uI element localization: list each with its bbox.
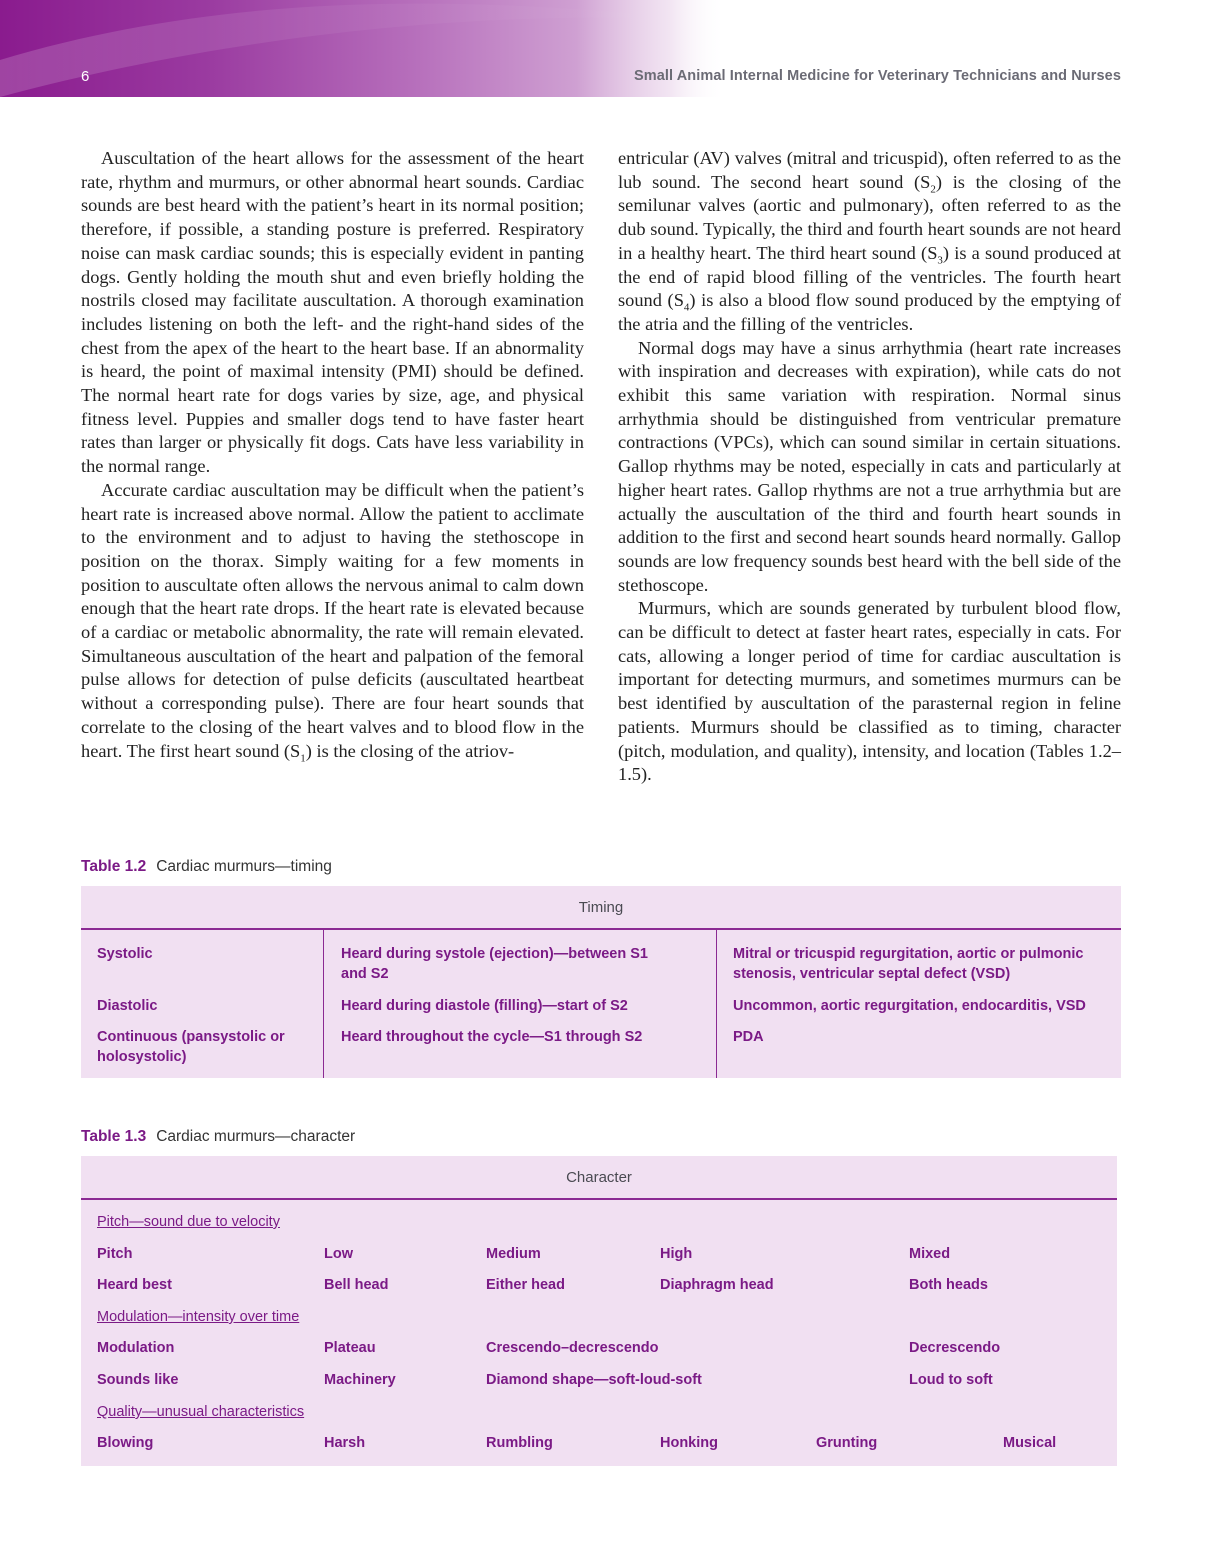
table-cell: Blowing bbox=[97, 1435, 154, 1451]
table-number: Table 1.2 bbox=[81, 858, 147, 875]
table-caption-timing bbox=[81, 858, 332, 876]
table-cell: High bbox=[660, 1246, 693, 1262]
table-cell: Systolic bbox=[97, 946, 153, 962]
table-cell: Diamond shape—soft-loud-soft bbox=[486, 1372, 702, 1388]
table-row bbox=[81, 1246, 1117, 1268]
table-section-row bbox=[81, 1214, 1117, 1236]
table-cell: Plateau bbox=[324, 1340, 376, 1356]
table-row bbox=[81, 1340, 1117, 1362]
table-cell: Mitral or tricuspid regurgitation, aortic or pulmonic stenosis, ventricular septal defect (VSD) bbox=[733, 946, 1084, 982]
table-cell: Heard throughout the cycle—S1 through S2 bbox=[341, 1029, 643, 1045]
table-cell: Grunting bbox=[816, 1435, 878, 1451]
table-cell: Diaphragm head bbox=[660, 1277, 774, 1293]
paragraph: entricular (AV) valves (mitral and tricuspid), often referred to as the lub sound. The second heart sound $(S_2)$ is the closing of the semilunar valves (aortic and pulmonary), often referred to as the dub sound. Typically, the third and fourth heart sounds are not heard in a healthy heart. The third heart sound $(S_3)$ is a sound produced at the end of rapid blood filling of the ventricles. The fourth heart sound $(S_4)$ is also a blood flow sound produced by the emptying of the atria and the filling of the ventricles. bbox=[618, 148, 1121, 334]
table-cell: Musical bbox=[1003, 1435, 1057, 1451]
table-timing bbox=[81, 886, 1121, 1078]
table-cell: Sounds like bbox=[97, 1372, 179, 1388]
body-column-right bbox=[618, 147, 1121, 787]
column-divider bbox=[716, 930, 717, 1078]
table-cell: Mixed bbox=[909, 1246, 951, 1262]
table-header: Timing bbox=[81, 886, 1121, 930]
page-header bbox=[0, 0, 1225, 97]
table-cell: Heard best bbox=[97, 1277, 172, 1293]
table-row bbox=[81, 1277, 1117, 1299]
table-cell: Harsh bbox=[324, 1435, 366, 1451]
section-heading: Modulation—intensity over time bbox=[97, 1309, 300, 1325]
table-cell: Loud to soft bbox=[909, 1372, 993, 1388]
table-cell: Uncommon, aortic regurgitation, endocarditis, VSD bbox=[733, 998, 1086, 1014]
table-cell: PDA bbox=[733, 1029, 764, 1045]
table-cell: Medium bbox=[486, 1246, 541, 1262]
table-cell: Rumbling bbox=[486, 1435, 553, 1451]
table-title: Cardiac murmurs—timing bbox=[156, 858, 332, 875]
paragraph: Murmurs, which are sounds generated by turbulent blood flow, can be difficult to detect at faster heart rates, especially in cats. For cats, allowing a longer period of time for cardiac auscultation is important for detecting murmurs, and sometimes murmurs can be best identified by auscultation of the parasternal region in feline patients. Murmurs should be classified as to timing, character (pitch, modulation, and quality), intensity, and location (Tables 1.2–1.5). bbox=[618, 598, 1121, 785]
table-section-row bbox=[81, 1404, 1117, 1426]
table-cell: Modulation bbox=[97, 1340, 175, 1356]
table-cell: Heard during systole (ejection)—between S1 and S2 bbox=[341, 946, 648, 982]
table-cell: Low bbox=[324, 1246, 353, 1262]
paragraph: Normal dogs may have a sinus arrhythmia (heart rate increases with inspiration and decreases with expiration), while cats do not exhibit this same variation with respiration. Normal sinus arrhythmia should be distinguished from ventricular premature contractions (VPCs), which can sound similar in certain situations. Gallop rhythms may be noted, especially in cats and particularly at higher heart rates. Gallop rhythms are not a true arrhythmia but are actually the auscultation of the third and fourth heart sounds in addition to the first and second heart sounds heard normally. Gallop sounds are low frequency sounds best heard with the bell side of the stethoscope. bbox=[618, 337, 1121, 595]
table-cell: Crescendo–decrescendo bbox=[486, 1340, 659, 1356]
paragraph: Auscultation of the heart allows for the assessment of the heart rate, rhythm and murmurs, or other abnormal heart sounds. Cardiac sounds are best heard with the patient’s heart in its normal position; therefore, if possible, a standing posture is preferred. Respiratory noise can mask cardiac sounds; this is especially evident in panting dogs. Gently holding the mouth shut and even briefly holding the nostrils closed may facilitate auscultation. A thorough examination includes listening on both the left- and the right-hand sides of the chest from the apex of the heart to the heart base. If an abnormality is heard, the point of maximal intensity (PMI) should be defined. The normal heart rate for dogs varies by size, age, and physical fitness level. Puppies and smaller dogs tend to have faster heart rates than larger or physically fit dogs. Cats have less variability in the normal range. bbox=[81, 148, 584, 477]
table-title: Cardiac murmurs—character bbox=[156, 1128, 356, 1145]
paragraph: Accurate cardiac auscultation may be difficult when the patient’s heart rate is increased above normal. Allow the patient to acclimate to the environment and to adjust to having the stethoscope in position on the thorax. Simply waiting for a few moments in position to auscultate often allows the nervous animal to calm down enough that the heart rate drops. If the heart rate is elevated because of a cardiac or metabolic abnormality, the rate will remain elevated. Simultaneous auscultation of the heart and palpation of the femoral pulse allows for detection of pulse deficits (auscultated heartbeat without a corresponding pulse). There are four heart sounds that correlate to the closing of the heart valves and to blood flow in the heart. The first heart sound $(S_1)$ is the closing of the atriov- bbox=[81, 479, 584, 765]
table-cell: Honking bbox=[660, 1435, 718, 1451]
table-number: Table 1.3 bbox=[81, 1128, 147, 1145]
table-cell: Either head bbox=[486, 1277, 565, 1293]
table-cell: Pitch bbox=[97, 1246, 133, 1262]
table-header: Character bbox=[81, 1156, 1117, 1200]
table-cell: Bell head bbox=[324, 1277, 389, 1293]
table-cell: Machinery bbox=[324, 1372, 396, 1388]
column-divider bbox=[323, 930, 324, 1078]
section-heading: Quality—unusual characteristics bbox=[97, 1404, 305, 1420]
table-section-row bbox=[81, 1309, 1117, 1331]
table-cell: Continuous (pansystolic or holosystolic) bbox=[97, 1029, 285, 1065]
table-cell: Heard during diastole (filling)—start of S2 bbox=[341, 998, 628, 1014]
table-cell: Decrescendo bbox=[909, 1340, 1001, 1356]
table-cell: Both heads bbox=[909, 1277, 988, 1293]
body-column-left bbox=[81, 147, 584, 763]
table-caption-character bbox=[81, 1128, 355, 1146]
table-row bbox=[81, 1372, 1117, 1394]
table-row bbox=[81, 1435, 1117, 1457]
running-head: Small Animal Internal Medicine for Veterinary Technicians and Nurses bbox=[633, 68, 1121, 84]
table-character bbox=[81, 1156, 1117, 1466]
table-cell: Diastolic bbox=[97, 998, 158, 1014]
section-heading: Pitch—sound due to velocity bbox=[97, 1214, 280, 1230]
page-number: 6 bbox=[81, 68, 90, 85]
